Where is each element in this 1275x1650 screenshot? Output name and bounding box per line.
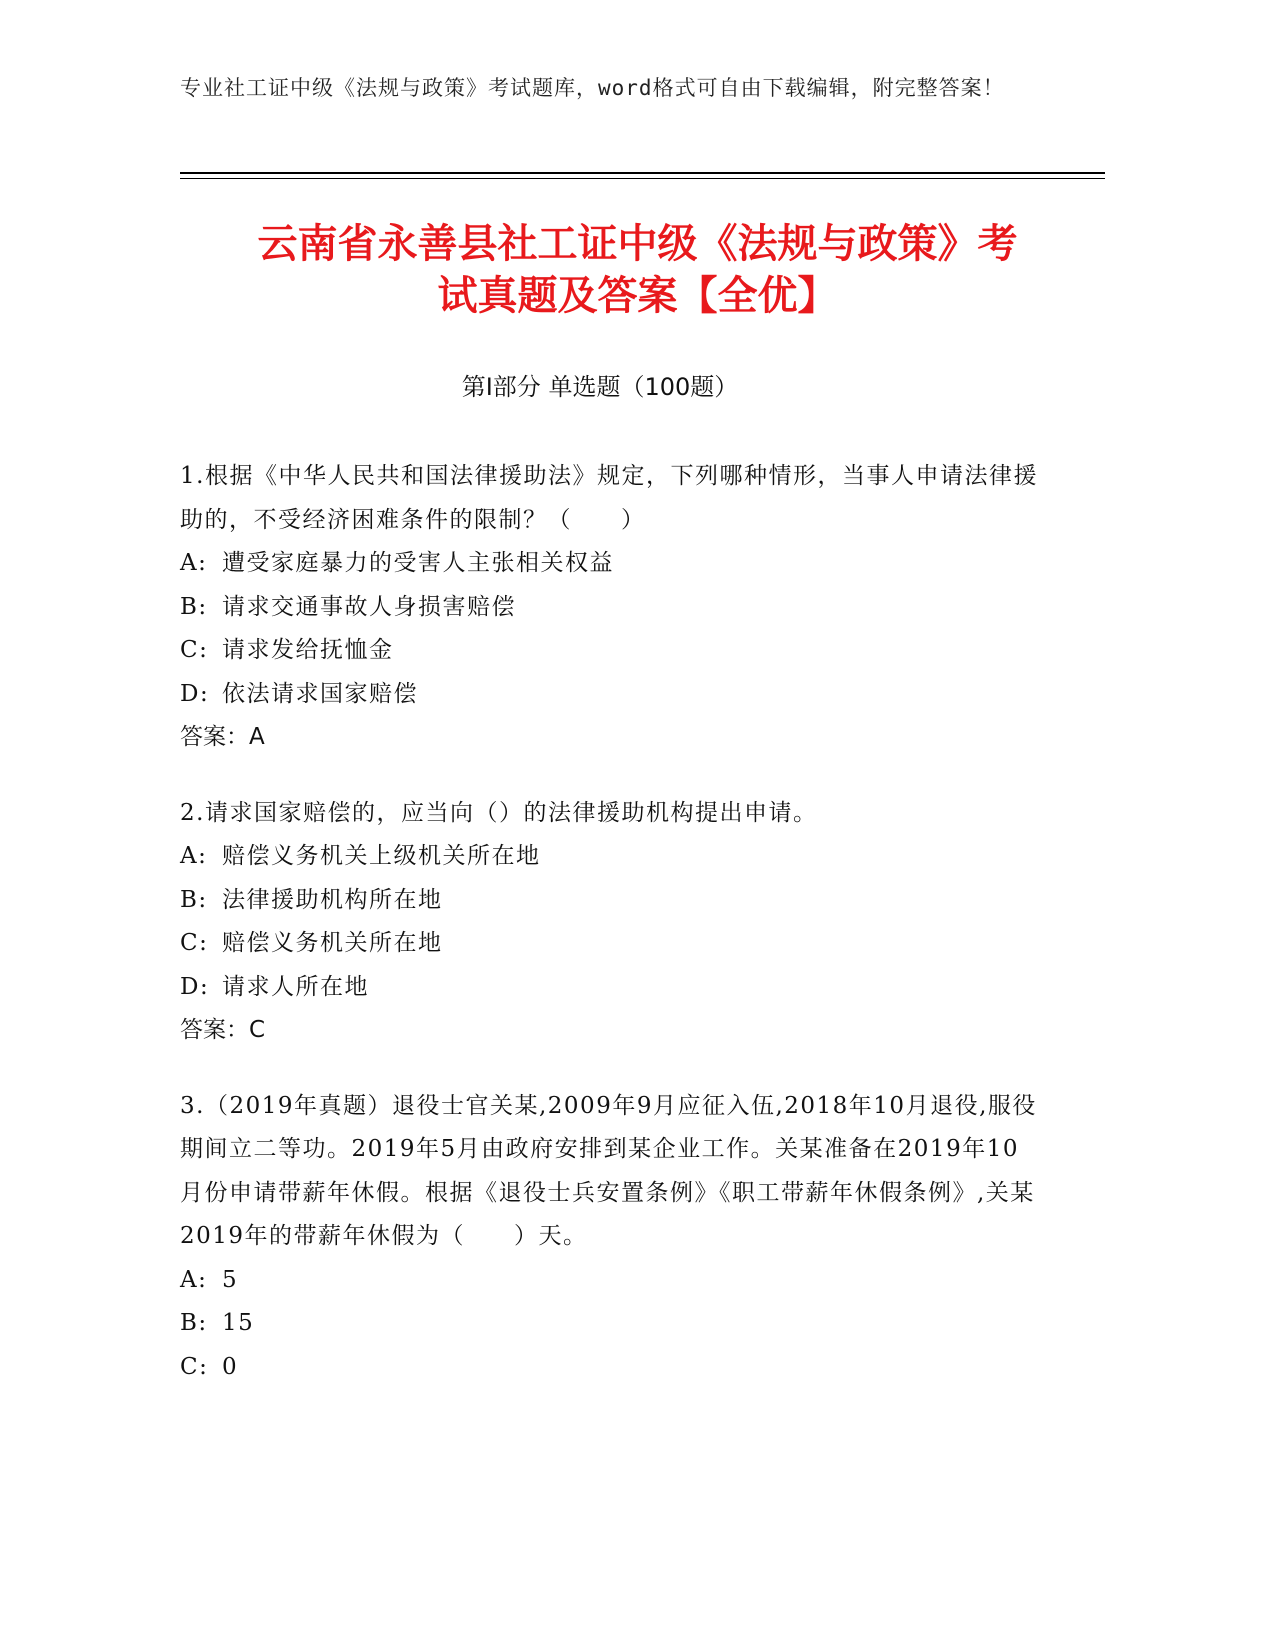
header-rule-thick (180, 172, 1105, 174)
option-c (180, 629, 1040, 673)
option-a (180, 835, 1040, 879)
option-b (180, 586, 1040, 630)
question-2 (180, 792, 1040, 1053)
option-key: A: (180, 843, 208, 869)
option-text: 5 (222, 1266, 239, 1293)
option-a (180, 542, 1040, 586)
document-title-line-2: 试真题及答案【全优】 (437, 273, 838, 319)
section-title: 第Ⅰ部分 单选题（100题） (461, 373, 739, 401)
question-3 (180, 1085, 1040, 1390)
answer-line: 答案：A (180, 724, 265, 750)
document-title (150, 218, 1125, 322)
option-key: B: (180, 886, 208, 913)
option-text: 请求人所在地 (222, 973, 369, 1000)
option-d (180, 966, 1040, 1010)
question-stem: 1.根据《中华人民共和国法律援助法》规定，下列哪种情形，当事人申请法律援助的，不受经济困难条件的限制？（ ） (180, 463, 1038, 533)
document-title-line-1: 云南省永善县社工证中级《法规与政策》考 (257, 221, 1018, 267)
option-key: A: (180, 1266, 208, 1293)
option-key: C: (180, 1353, 209, 1380)
header-note: 专业社工证中级《法规与政策》考试题库，word格式可自由下载编辑，附完整答案！ (180, 76, 1005, 100)
option-b (180, 1302, 1040, 1346)
option-text: 赔偿义务机关上级机关所在地 (222, 843, 541, 869)
option-text: 法律援助机构所在地 (222, 886, 443, 913)
option-text: 请求交通事故人身损害赔偿 (222, 593, 516, 620)
question-stem: 2.请求国家赔偿的，应当向（）的法律援助机构提出申请。 (180, 799, 818, 826)
option-text: 遭受家庭暴力的受害人主张相关权益 (222, 550, 614, 576)
question-1 (180, 455, 1040, 760)
option-key: D: (180, 973, 210, 1000)
option-text: 15 (222, 1310, 255, 1336)
option-text: 0 (222, 1353, 239, 1380)
option-key: D: (180, 680, 210, 707)
option-key: A: (180, 550, 208, 576)
option-b (180, 879, 1040, 923)
answer-line: 答案：C (180, 1017, 266, 1043)
header-rule-thin (180, 178, 1105, 179)
option-a (180, 1259, 1040, 1303)
option-text: 依法请求国家赔偿 (222, 680, 418, 707)
option-d (180, 673, 1040, 717)
question-list (180, 455, 1040, 1421)
option-text: 请求发给抚恤金 (222, 637, 394, 663)
option-text: 赔偿义务机关所在地 (222, 930, 443, 956)
option-key: C: (180, 930, 209, 956)
question-stem: 3.（2019年真题）退役士官关某,2009年9月应征入伍,2018年10月退役,服役期间立二等功。2019年5月由政府安排到某企业工作。关某准备在2019年10月份申请带薪年休假。根据《退役士兵安置条例》《职工带薪年休假条例》,关某2019年的带薪年休假为（ ）天。 (180, 1092, 1037, 1249)
option-key: C: (180, 637, 209, 663)
option-c (180, 922, 1040, 966)
option-key: B: (180, 593, 208, 620)
option-key: B: (180, 1310, 208, 1336)
option-c (180, 1346, 1040, 1390)
